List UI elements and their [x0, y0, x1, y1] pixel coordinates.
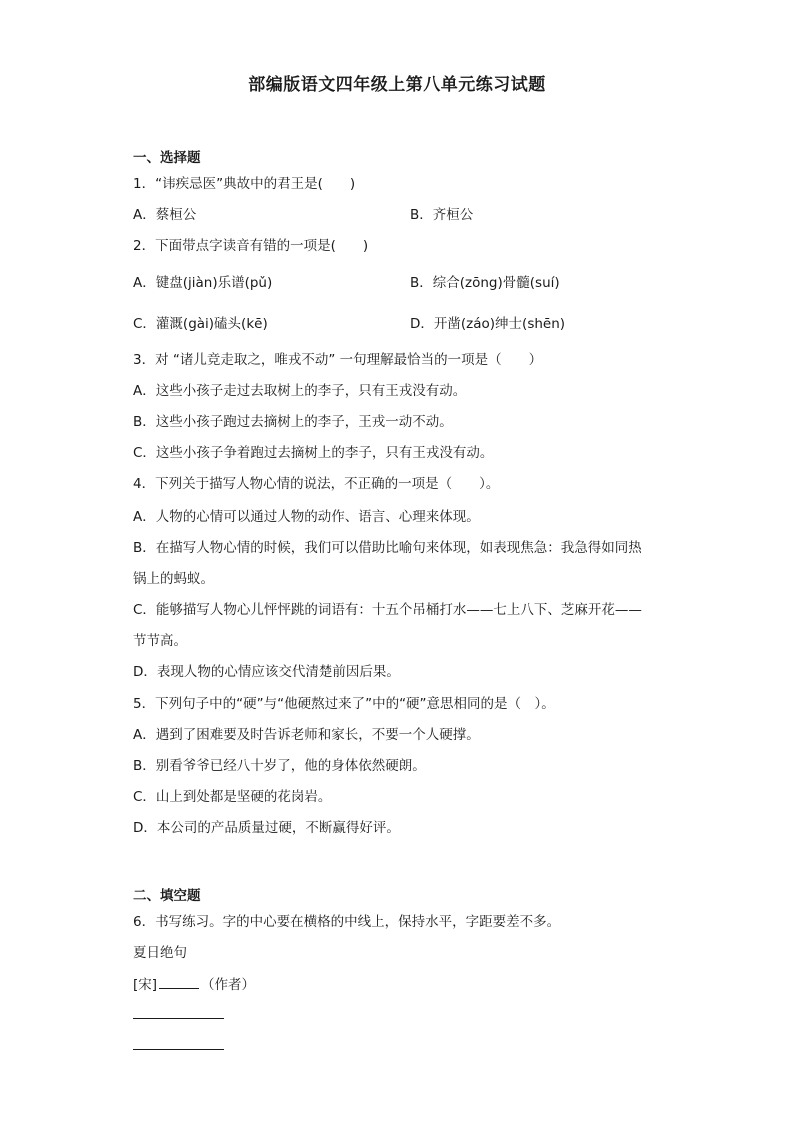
question-4-option-c-line2: 节节高。 [133, 633, 187, 649]
author-blank[interactable] [159, 976, 199, 989]
question-6-stem: 6．书写练习。字的中心要在横格的中线上，保持水平，字距要差不多。 [133, 914, 561, 930]
writing-line-2[interactable] [133, 1049, 224, 1050]
question-1-stem: 1．“讳疾忌医”典故中的君王是( ) [133, 176, 356, 192]
question-1-option-a: A．蔡桓公 [133, 207, 197, 223]
question-4-option-b-line1: B．在描写人物心情的时候，我们可以借助比喻句来体现，如表现焦急：我急得如同热 [133, 540, 642, 556]
author-line [133, 973, 255, 993]
question-3-option-b: B．这些小孩子跑过去摘树上的李子，王戎一动不动。 [133, 414, 453, 430]
question-5-option-b: B．别看爷爷已经八十岁了，他的身体依然硬朗。 [133, 758, 426, 774]
question-5-option-d: D．本公司的产品质量过硬，不断赢得好评。 [133, 820, 400, 836]
section-heading-choice: 一、选择题 [133, 150, 201, 166]
question-2-option-c: C．灌溉(gài)磕头(kē) [133, 316, 268, 332]
writing-line-1[interactable] [133, 1018, 224, 1019]
question-4-option-a: A．人物的心情可以通过人物的动作、语言、心理来体现。 [133, 509, 480, 525]
question-4-stem: 4．下列关于描写人物心情的说法，不正确的一项是（ ）。 [133, 476, 500, 492]
question-2-option-a: A．键盘(jiàn)乐谱(pǔ) [133, 275, 273, 291]
question-3-option-c: C．这些小孩子争着跑过去摘树上的李子，只有王戎没有动。 [133, 445, 494, 461]
question-4-option-b-line2: 锅上的蚂蚁。 [133, 571, 214, 587]
question-5-option-c: C．山上到处都是坚硬的花岗岩。 [133, 789, 332, 805]
question-4-option-c-line1: C．能够描写人物心儿怦怦跳的词语有：十五个吊桶打水——七上八下、芝麻开花—— [133, 602, 642, 618]
question-5-stem: 5．下列句子中的“硬”与“他硬熬过来了”中的“硬”意思相同的是（ ）。 [133, 696, 555, 712]
question-4-option-d: D．表现人物的心情应该交代清楚前因后果。 [133, 664, 400, 680]
question-2-stem: 2．下面带点字读音有错的一项是( ) [133, 238, 369, 254]
section-heading-fill-in: 二、填空题 [133, 888, 201, 904]
question-1-option-b: B．齐桓公 [410, 207, 474, 223]
question-2-option-d: D．开凿(záo)绅士(shēn) [410, 316, 566, 332]
dynasty-label: [宋] [133, 977, 158, 993]
question-3-option-a: A．这些小孩子走过去取树上的李子，只有王戎没有动。 [133, 383, 467, 399]
question-3-stem: 3．对 “诸儿竞走取之，唯戎不动” 一句理解最恰当的一项是（ ） [133, 352, 543, 368]
page-title: 部编版语文四年级上第八单元练习试题 [248, 75, 546, 95]
author-note: （作者） [201, 977, 256, 993]
question-5-option-a: A．遇到了困难要及时告诉老师和家长，不要一个人硬撑。 [133, 727, 480, 743]
poem-title: 夏日绝句 [133, 945, 187, 961]
question-2-option-b: B．综合(zōng)骨髓(suí) [410, 275, 560, 291]
